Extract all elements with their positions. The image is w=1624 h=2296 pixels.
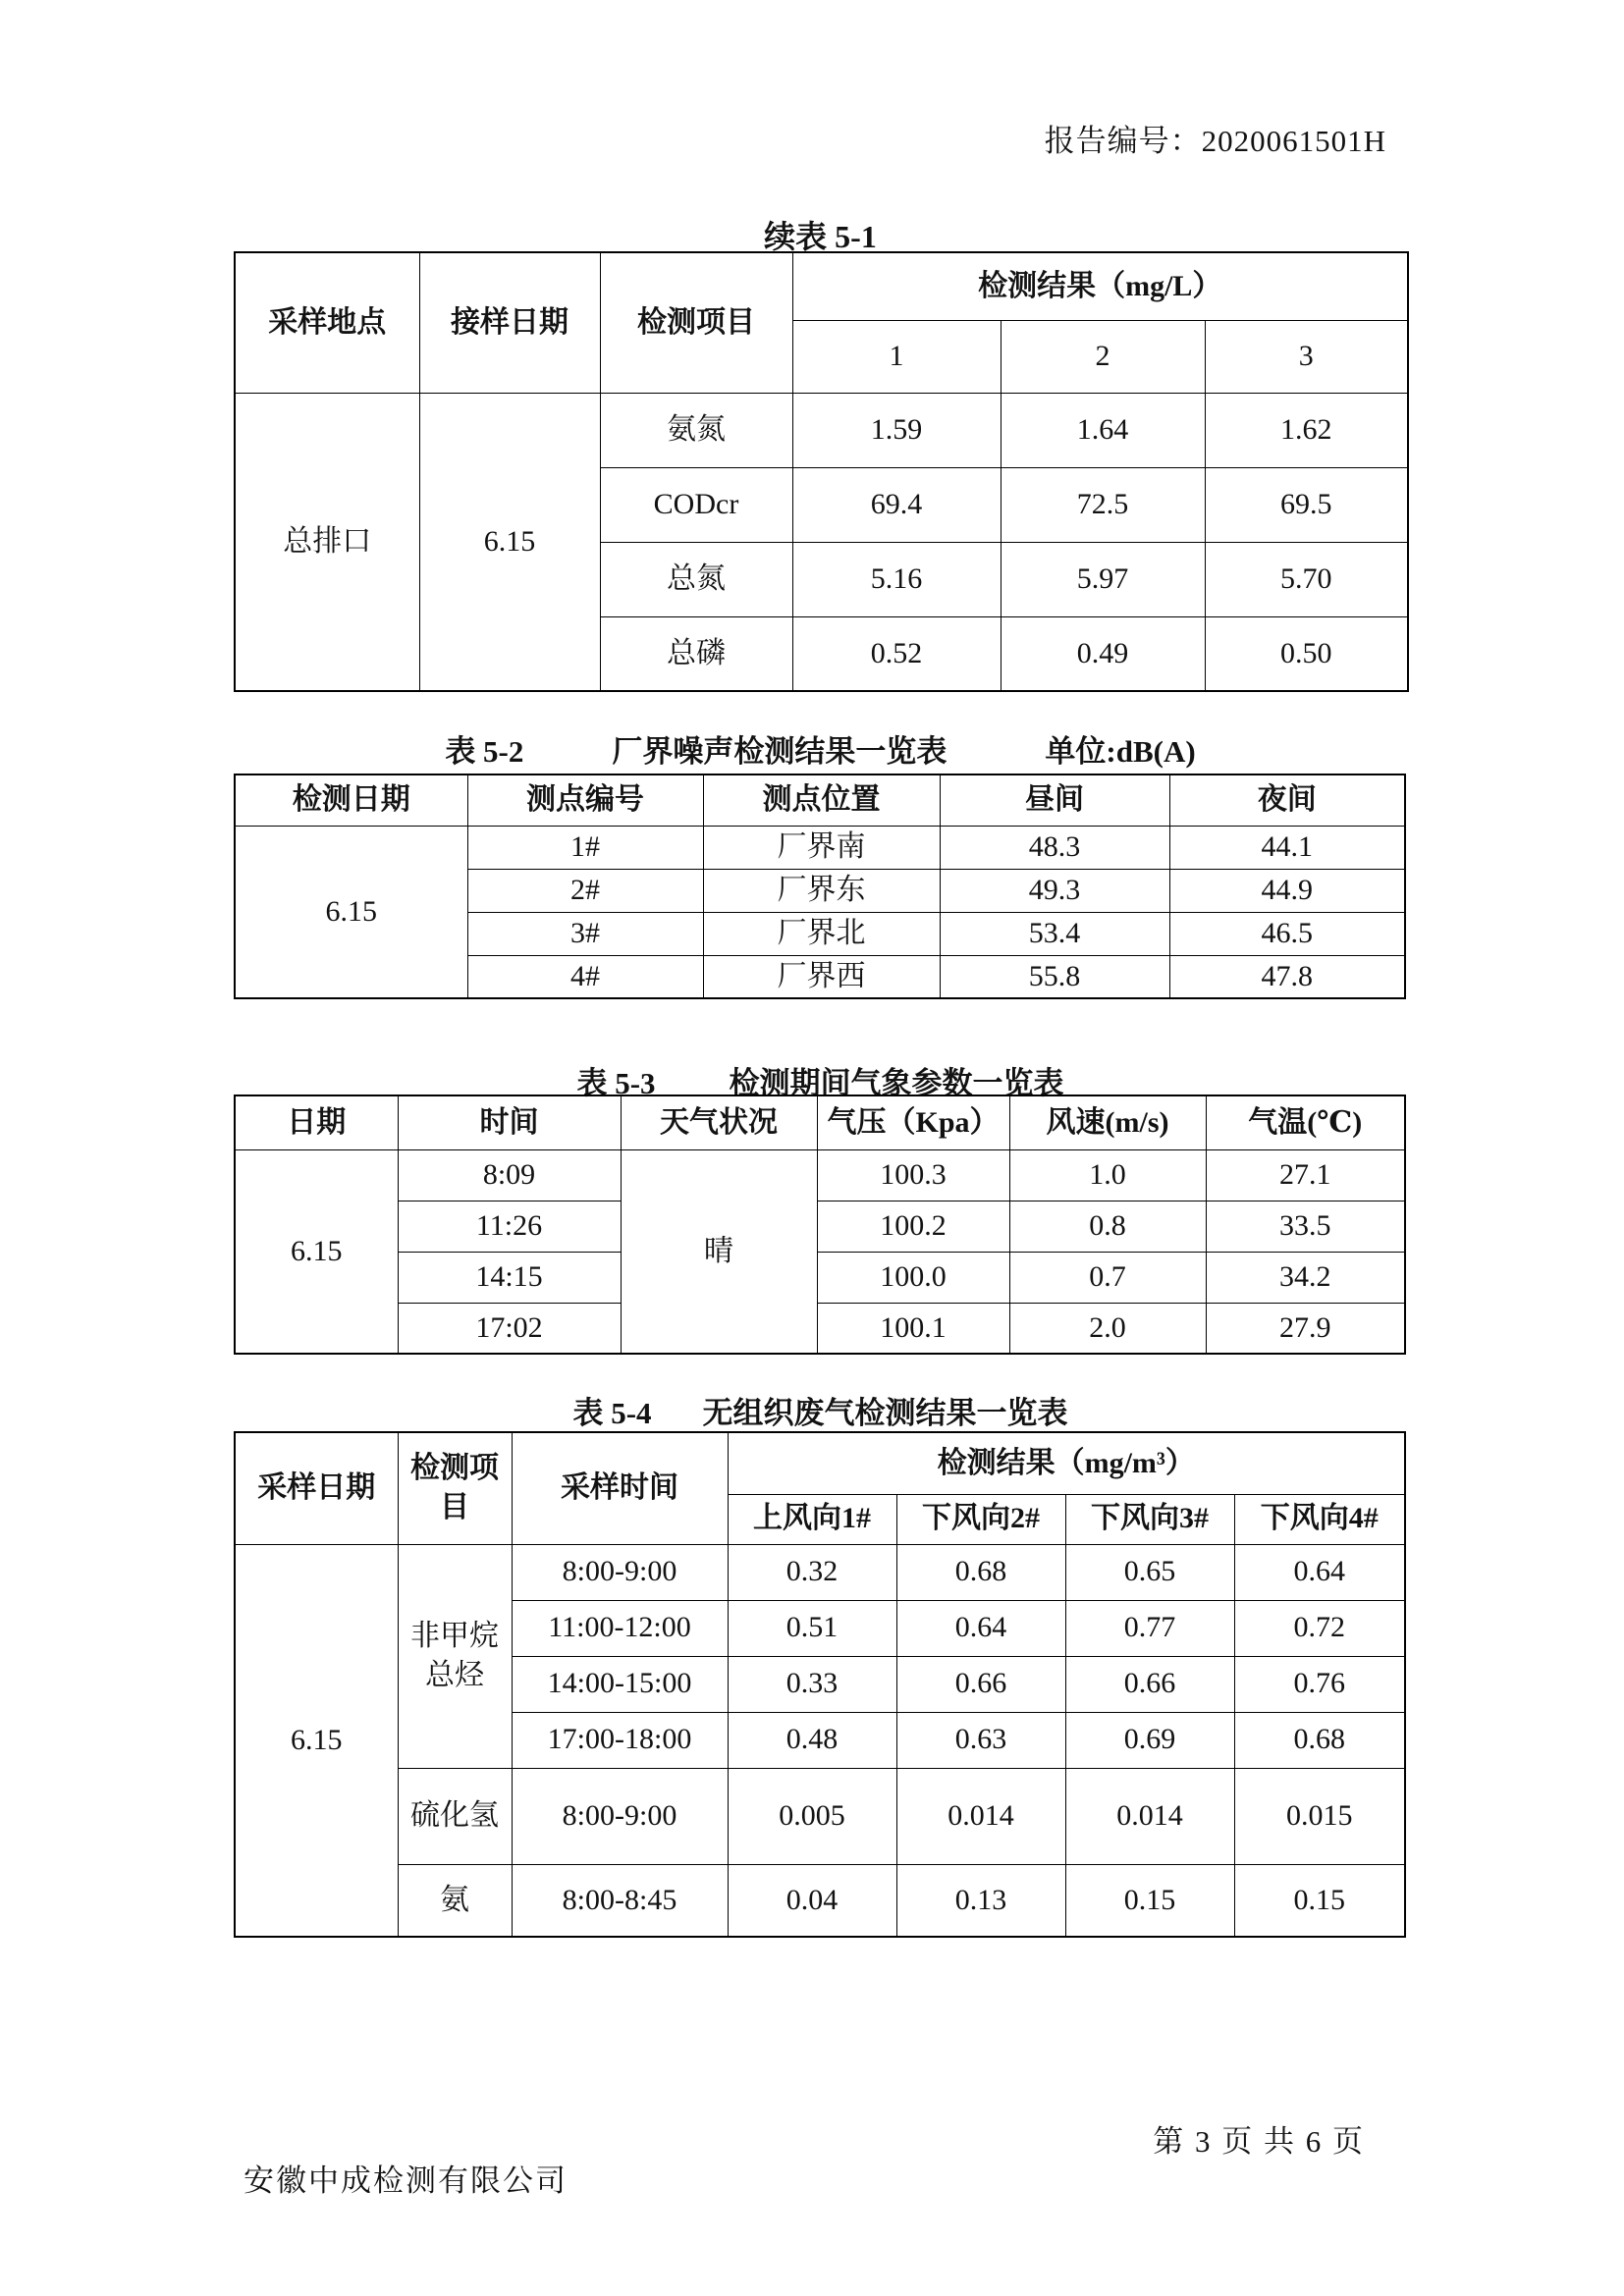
t1-subheader-3: 3 xyxy=(1205,320,1408,393)
t4-time: 8:00-9:00 xyxy=(512,1768,728,1864)
t2-point-pos: 厂界西 xyxy=(703,955,940,998)
table-row xyxy=(235,252,1408,320)
t4-item-h2s: 硫化氢 xyxy=(398,1768,512,1864)
t1-value: 72.5 xyxy=(1001,467,1205,542)
t3-header-weather: 天气状况 xyxy=(621,1095,817,1149)
t2-point-no: 4# xyxy=(467,955,703,998)
t4-time: 14:00-15:00 xyxy=(512,1656,728,1712)
table2-caption xyxy=(234,726,1407,771)
table-5-2 xyxy=(234,774,1406,999)
t4-item-nmhc: 非甲烷总烃 xyxy=(398,1544,512,1768)
footer-company-name: 安徽中成检测有限公司 xyxy=(244,2163,568,2198)
t2-header-point-pos: 测点位置 xyxy=(703,774,940,826)
t3-weather: 晴 xyxy=(621,1149,817,1354)
table3-title: 检测期间气象参数一览表 xyxy=(729,1066,1064,1100)
table-row xyxy=(235,1095,1405,1149)
t1-value: 5.16 xyxy=(792,542,1001,616)
t4-time: 17:00-18:00 xyxy=(512,1712,728,1768)
table1-caption: 续表 5-1 xyxy=(764,219,877,254)
t4-value: 0.51 xyxy=(728,1600,896,1656)
t2-date: 6.15 xyxy=(235,826,467,998)
t4-subheader-upwind-1: 上风向1# xyxy=(728,1494,896,1544)
t3-time: 14:15 xyxy=(398,1252,621,1303)
t1-header-date: 接样日期 xyxy=(419,252,600,393)
t3-time: 11:26 xyxy=(398,1201,621,1252)
t2-header-date: 检测日期 xyxy=(235,774,467,826)
t4-value: 0.65 xyxy=(1065,1544,1234,1600)
t4-value: 0.66 xyxy=(896,1656,1065,1712)
t1-item: 氨氮 xyxy=(600,393,792,467)
t3-wind: 1.0 xyxy=(1009,1149,1206,1201)
t1-item: 总氮 xyxy=(600,542,792,616)
table2-unit: 单位:dB(A) xyxy=(1045,734,1196,769)
table2-title: 厂界噪声检测结果一览表 xyxy=(612,734,947,769)
t4-subheader-downwind-3: 下风向3# xyxy=(1065,1494,1234,1544)
table-5-4 xyxy=(234,1431,1406,1938)
t1-value: 1.59 xyxy=(792,393,1001,467)
t4-value: 0.04 xyxy=(728,1864,896,1937)
t3-time: 17:02 xyxy=(398,1303,621,1354)
t1-value: 0.52 xyxy=(792,616,1001,691)
t3-temp: 34.2 xyxy=(1206,1252,1405,1303)
t4-time: 8:00-9:00 xyxy=(512,1544,728,1600)
t1-header-item: 检测项目 xyxy=(600,252,792,393)
t1-subheader-2: 2 xyxy=(1001,320,1205,393)
t1-value: 1.64 xyxy=(1001,393,1205,467)
t2-day-value: 55.8 xyxy=(940,955,1169,998)
t3-temp: 27.9 xyxy=(1206,1303,1405,1354)
t1-location: 总排口 xyxy=(235,393,419,691)
t4-date: 6.15 xyxy=(235,1544,398,1937)
t4-value: 0.76 xyxy=(1234,1656,1405,1712)
table-row xyxy=(235,1432,1405,1494)
t2-header-night: 夜间 xyxy=(1169,774,1405,826)
t3-header-temp: 气温(℃) xyxy=(1206,1095,1405,1149)
t2-day-value: 49.3 xyxy=(940,869,1169,912)
table-row xyxy=(235,1201,1405,1252)
t4-value: 0.72 xyxy=(1234,1600,1405,1656)
t4-header-result-group: 检测结果（mg/m³） xyxy=(728,1432,1405,1494)
t4-value: 0.64 xyxy=(896,1600,1065,1656)
t1-item: 总磷 xyxy=(600,616,792,691)
t2-point-no: 2# xyxy=(467,869,703,912)
t4-value: 0.015 xyxy=(1234,1768,1405,1864)
t3-wind: 0.8 xyxy=(1009,1201,1206,1252)
t3-temp: 33.5 xyxy=(1206,1201,1405,1252)
t2-point-pos: 厂界东 xyxy=(703,869,940,912)
t2-point-no: 1# xyxy=(467,826,703,869)
t4-value: 0.005 xyxy=(728,1768,896,1864)
t4-value: 0.15 xyxy=(1234,1864,1405,1937)
t3-header-time: 时间 xyxy=(398,1095,621,1149)
t4-value: 0.33 xyxy=(728,1656,896,1712)
t1-header-result-group: 检测结果（mg/L） xyxy=(792,252,1408,320)
t1-item: CODcr xyxy=(600,467,792,542)
table-row xyxy=(235,1149,1405,1201)
t4-value: 0.32 xyxy=(728,1544,896,1600)
t1-date: 6.15 xyxy=(419,393,600,691)
table-row xyxy=(235,393,1408,467)
t3-wind: 2.0 xyxy=(1009,1303,1206,1354)
t4-value: 0.69 xyxy=(1065,1712,1234,1768)
t1-header-location: 采样地点 xyxy=(235,252,419,393)
table4-label: 表 5-4 xyxy=(572,1396,652,1430)
table4-caption xyxy=(234,1388,1407,1432)
t4-header-item: 检测项目 xyxy=(398,1432,512,1544)
t3-wind: 0.7 xyxy=(1009,1252,1206,1303)
t4-value: 0.77 xyxy=(1065,1600,1234,1656)
t1-value: 69.5 xyxy=(1205,467,1408,542)
t3-date: 6.15 xyxy=(235,1149,398,1354)
table-row xyxy=(235,1768,1405,1864)
table-row xyxy=(235,1544,1405,1600)
t4-time: 8:00-8:45 xyxy=(512,1864,728,1937)
t1-value: 0.50 xyxy=(1205,616,1408,691)
t3-header-pressure: 气压（Kpa） xyxy=(817,1095,1009,1149)
t3-pressure: 100.3 xyxy=(817,1149,1009,1201)
t2-day-value: 48.3 xyxy=(940,826,1169,869)
table-row xyxy=(235,1303,1405,1354)
t1-value: 5.97 xyxy=(1001,542,1205,616)
table-row xyxy=(235,1252,1405,1303)
t4-subheader-downwind-4: 下风向4# xyxy=(1234,1494,1405,1544)
t4-value: 0.014 xyxy=(1065,1768,1234,1864)
t2-night-value: 47.8 xyxy=(1169,955,1405,998)
t2-header-point-no: 测点编号 xyxy=(467,774,703,826)
t3-temp: 27.1 xyxy=(1206,1149,1405,1201)
t2-night-value: 46.5 xyxy=(1169,912,1405,955)
t3-pressure: 100.2 xyxy=(817,1201,1009,1252)
t1-value: 0.49 xyxy=(1001,616,1205,691)
t3-pressure: 100.1 xyxy=(817,1303,1009,1354)
t4-subheader-downwind-2: 下风向2# xyxy=(896,1494,1065,1544)
t2-point-no: 3# xyxy=(467,912,703,955)
t4-value: 0.15 xyxy=(1065,1864,1234,1937)
report-number: 报告编号：2020061501H xyxy=(1044,124,1386,158)
t2-point-pos: 厂界南 xyxy=(703,826,940,869)
t1-value: 1.62 xyxy=(1205,393,1408,467)
t4-value: 0.13 xyxy=(896,1864,1065,1937)
table3-label: 表 5-3 xyxy=(576,1066,656,1100)
table-row xyxy=(235,826,1405,869)
t1-value: 69.4 xyxy=(792,467,1001,542)
t4-value: 0.48 xyxy=(728,1712,896,1768)
t2-header-day: 昼间 xyxy=(940,774,1169,826)
table4-title: 无组织废气检测结果一览表 xyxy=(702,1396,1068,1430)
table-row xyxy=(235,1864,1405,1937)
t2-day-value: 53.4 xyxy=(940,912,1169,955)
t3-pressure: 100.0 xyxy=(817,1252,1009,1303)
table2-label: 表 5-2 xyxy=(445,734,524,769)
t3-header-date: 日期 xyxy=(235,1095,398,1149)
t4-value: 0.64 xyxy=(1234,1544,1405,1600)
t2-night-value: 44.9 xyxy=(1169,869,1405,912)
t4-item-nh3: 氨 xyxy=(398,1864,512,1937)
table-5-3 xyxy=(234,1095,1406,1355)
t4-header-date: 采样日期 xyxy=(235,1432,398,1544)
t4-time: 11:00-12:00 xyxy=(512,1600,728,1656)
t2-night-value: 44.1 xyxy=(1169,826,1405,869)
t3-time: 8:09 xyxy=(398,1149,621,1201)
t4-value: 0.014 xyxy=(896,1768,1065,1864)
t3-header-wind: 风速(m/s) xyxy=(1009,1095,1206,1149)
t4-value: 0.68 xyxy=(896,1544,1065,1600)
t1-value: 5.70 xyxy=(1205,542,1408,616)
t4-value: 0.68 xyxy=(1234,1712,1405,1768)
table-row xyxy=(235,774,1405,826)
t4-value: 0.63 xyxy=(896,1712,1065,1768)
t2-point-pos: 厂界北 xyxy=(703,912,940,955)
t4-value: 0.66 xyxy=(1065,1656,1234,1712)
footer-page-number: 第 3 页 共 6 页 xyxy=(1153,2124,1365,2159)
t4-header-time: 采样时间 xyxy=(512,1432,728,1544)
t1-subheader-1: 1 xyxy=(792,320,1001,393)
table-5-1 xyxy=(234,251,1409,692)
